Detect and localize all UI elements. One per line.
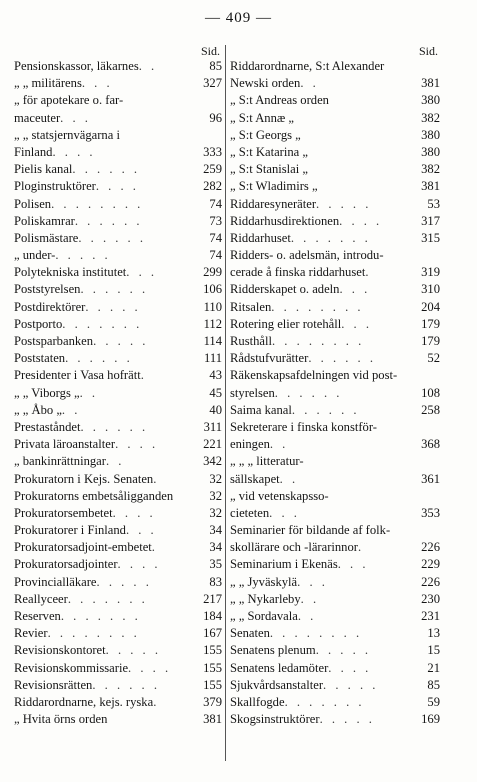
index-entry <box>14 230 222 247</box>
dot-leader: . . . . . . . <box>290 230 371 245</box>
entry-page-number: 53 <box>427 196 440 211</box>
entry-text: „ „ Viborgs „ <box>14 385 80 400</box>
entry-text: Prokuratorn i Kejs. Senaten <box>14 471 154 486</box>
dot-leader: . . . . <box>117 557 161 572</box>
entry-text: Poststyrelsen <box>14 282 81 297</box>
dot-leader: . <box>153 471 160 486</box>
dot-leader: . . . <box>269 505 300 520</box>
entry-page-number: 381 <box>203 712 222 727</box>
dot-leader: . . . <box>126 265 158 280</box>
entry-text: „ S:t Wladimirs „ <box>230 179 318 194</box>
entry-text: Postdirektörer <box>14 299 86 314</box>
entry-page-number: 221 <box>203 437 222 452</box>
entry-text: „ S:t Annæ „ <box>230 110 295 125</box>
dot-leader: . . . . . . <box>274 385 343 400</box>
entry-page-number: 226 <box>421 540 440 555</box>
entry-page-number: 74 <box>209 196 222 211</box>
entry-page-number: 311 <box>203 419 222 434</box>
index-entry <box>230 556 440 573</box>
dot-leader: . . . . . <box>323 677 379 692</box>
entry-page-number: 110 <box>203 299 222 314</box>
entry-text: Rusthåll <box>230 334 272 348</box>
entry-page-number: 155 <box>203 643 222 658</box>
dot-leader: . . <box>300 591 320 606</box>
index-entry <box>14 385 222 402</box>
index-entry <box>230 660 440 677</box>
entry-text: Newski orden <box>230 76 301 91</box>
entry-page-number: 258 <box>421 402 440 417</box>
entry-text: Prestaståndet <box>14 419 81 434</box>
index-entry <box>230 539 440 556</box>
dot-leader: . . . <box>297 574 328 589</box>
entry-text: „ „ Åbo „ <box>14 402 62 417</box>
index-entry <box>14 213 222 230</box>
entry-page-number: 217 <box>203 591 222 606</box>
index-entry <box>230 385 440 402</box>
entry-text: Reserven <box>14 609 61 623</box>
entry-text: cerade å finska riddarhuset <box>230 265 366 280</box>
page-column-header: Sid. <box>200 44 220 58</box>
dot-leader: . . . <box>339 282 371 297</box>
entry-text: „ „ Nykarleby <box>230 591 301 606</box>
entry-page-number: 179 <box>421 334 440 348</box>
index-entry <box>230 127 440 144</box>
entry-text: eningen <box>230 437 270 452</box>
entry-text: Skogsinstruktörer <box>230 712 320 727</box>
dot-leader: . . . . <box>128 660 172 675</box>
entry-page-number: 229 <box>421 557 440 572</box>
right-index-column <box>230 44 440 728</box>
index-entry <box>14 316 222 333</box>
entry-text: Skallfogde <box>230 694 285 709</box>
dot-leader: . <box>140 368 147 383</box>
index-entry <box>230 436 440 453</box>
index-entry <box>230 213 440 230</box>
index-entry <box>14 350 222 367</box>
entry-page-number: 34 <box>209 523 222 538</box>
index-entry <box>14 608 222 625</box>
entry-text: Revisionskontoret <box>14 643 106 658</box>
entry-page-number: 379 <box>203 694 222 709</box>
entry-text: Rådstufvurätter <box>230 351 309 366</box>
index-entry <box>14 178 222 195</box>
dot-leader: . . . . <box>95 179 139 194</box>
entry-page-number: 226 <box>421 574 440 589</box>
index-entry <box>14 419 222 436</box>
dot-leader: . . <box>79 385 99 400</box>
entry-text: Ritsalen <box>230 299 272 314</box>
entry-page-number: 85 <box>209 59 222 73</box>
dot-leader: . . . <box>341 316 372 331</box>
index-entry <box>14 436 222 453</box>
index-entry <box>230 402 440 419</box>
entry-page-number: 381 <box>421 76 440 91</box>
entry-page-number: 282 <box>203 179 222 194</box>
entry-text: „ S:t Andreas orden <box>230 93 329 108</box>
entry-text: Räkenskapsafdelningen vid post- <box>230 368 398 383</box>
dot-leader: . . . <box>125 523 157 538</box>
entry-text: Seminarier för bildande af folk- <box>230 523 391 538</box>
dot-leader: . <box>357 540 365 555</box>
entry-page-number: 111 <box>204 351 222 366</box>
dot-leader: . . <box>269 437 289 452</box>
index-entry <box>14 299 222 316</box>
dot-leader: . . . . . . <box>78 230 146 245</box>
dot-leader: . . . . . . <box>65 351 133 366</box>
dot-leader: . . . . . <box>85 299 141 314</box>
index-entry <box>14 625 222 642</box>
index-entry <box>230 453 440 470</box>
index-entry <box>14 333 222 350</box>
index-entry <box>230 92 440 109</box>
index-entry <box>230 488 440 505</box>
entry-page-number: 381 <box>421 179 440 194</box>
index-entry <box>14 694 222 711</box>
entry-text: Sjukvårdsanstalter <box>230 677 324 692</box>
entry-text: Revisionskommissarie <box>14 660 129 675</box>
dot-leader: . . . <box>81 76 113 91</box>
entry-text: Pielis kanal <box>14 162 73 177</box>
dot-leader: . . . . . . . <box>67 591 148 606</box>
entry-page-number: 32 <box>209 505 222 520</box>
dot-leader: . . . . . <box>96 574 152 589</box>
index-entry <box>230 281 440 298</box>
entry-text: Polismästare <box>14 230 79 245</box>
dot-leader: . <box>365 265 372 280</box>
entry-text: „ för apotekare o. far- <box>14 93 124 108</box>
entry-text: „ „ Sordavala <box>230 609 298 623</box>
index-entry <box>14 161 222 178</box>
index-entry <box>230 608 440 625</box>
entry-text: „ vid vetenskapsso- <box>230 488 329 503</box>
entry-page-number: 179 <box>421 316 440 331</box>
index-entry <box>14 144 222 161</box>
index-entry <box>14 92 222 109</box>
dot-leader: . . . . <box>112 505 156 520</box>
dot-leader: . . . . . . . <box>62 316 143 331</box>
entry-page-number: 40 <box>209 402 222 417</box>
entry-page-number: 204 <box>421 299 440 314</box>
dot-leader: . . <box>105 454 125 469</box>
entry-page-number: 380 <box>421 144 440 159</box>
entry-text: „ S:t Stanislai „ <box>230 162 309 177</box>
index-entry <box>14 402 222 419</box>
entry-text: Poststaten <box>14 351 66 366</box>
dot-leader: . . . . . . <box>80 282 149 297</box>
dot-leader: . . . . . . . <box>60 609 141 623</box>
dot-leader: . . . . . <box>55 248 111 263</box>
entry-text: skollärare och -lärarinnor <box>230 540 358 555</box>
entry-text: Riddarhusdirektionen <box>230 213 340 228</box>
entry-text: „ „ Jyväskylä <box>230 574 298 589</box>
entry-text: Prokuratorns embetsåligganden <box>14 488 174 503</box>
index-entry <box>230 178 440 195</box>
entry-page-number: 184 <box>203 609 222 623</box>
dot-leader: . . . . . . <box>291 402 360 417</box>
column-divider <box>225 45 226 761</box>
entry-page-number: 155 <box>203 660 222 675</box>
index-entry <box>14 488 222 505</box>
entry-text: Polisen <box>14 196 52 211</box>
entry-page-number: 15 <box>427 643 440 658</box>
entry-page-number: 34 <box>209 540 222 555</box>
entry-page-number: 32 <box>209 488 222 503</box>
dot-leader: . . . . . . <box>74 213 143 228</box>
left-index-list <box>14 58 222 728</box>
entry-text: „ S:t Georgs „ <box>230 127 301 142</box>
entry-page-number: 230 <box>421 591 440 606</box>
page-column-header: Sid. <box>418 44 438 58</box>
entry-text: Riddaresyneräter <box>230 196 317 211</box>
entry-page-number: 108 <box>421 385 440 400</box>
dot-leader: . . . . . <box>316 196 372 211</box>
entry-page-number: 382 <box>421 110 440 125</box>
index-entry <box>230 333 440 350</box>
entry-text: Presidenter i Vasa hofrätt <box>14 368 141 383</box>
index-entry <box>14 660 222 677</box>
index-entry <box>230 58 440 75</box>
index-entry <box>230 350 440 367</box>
dot-leader: . . . . . . . . <box>47 626 140 641</box>
entry-page-number: 96 <box>209 110 222 125</box>
index-entry <box>230 299 440 316</box>
entry-text: Senatens plenum <box>230 643 316 658</box>
entry-page-number: 106 <box>203 282 222 297</box>
index-entry <box>230 196 440 213</box>
dot-leader: . . . . <box>115 437 159 452</box>
dot-leader: . . . . . . <box>92 677 160 692</box>
index-entry <box>14 264 222 281</box>
dot-leader: . . . . . . <box>72 162 141 177</box>
index-entry <box>14 281 222 298</box>
index-entry <box>14 471 222 488</box>
index-entry <box>14 711 222 728</box>
entry-page-number: 317 <box>421 213 440 228</box>
dot-leader: . . . . . . <box>308 351 376 366</box>
index-entry <box>14 556 222 573</box>
entry-text: cieteten <box>230 505 270 520</box>
entry-page-number: 361 <box>421 471 440 486</box>
entry-text: „ Hvita örns orden <box>14 712 108 727</box>
index-entry <box>230 574 440 591</box>
entry-text: Postsparbanken <box>14 334 94 348</box>
entry-page-number: 231 <box>421 609 440 623</box>
index-entry <box>230 677 440 694</box>
entry-page-number: 112 <box>203 316 222 331</box>
dot-leader: . <box>153 694 160 709</box>
index-entry <box>14 247 222 264</box>
entry-text: Ridderskapet o. adeln <box>230 282 340 297</box>
entry-page-number: 35 <box>209 557 222 572</box>
entry-text: Polytekniska institutet <box>14 265 127 280</box>
dot-leader: . . . . <box>328 660 372 675</box>
entry-text: Riddarordnarne, S:t Alexander <box>230 59 385 73</box>
entry-text: styrelsen <box>230 385 275 400</box>
entry-page-number: 43 <box>209 368 222 383</box>
entry-page-number: 380 <box>421 127 440 142</box>
index-entry <box>230 642 440 659</box>
dot-leader: . . . . . . . . <box>271 334 365 348</box>
index-entry <box>14 196 222 213</box>
entry-text: Prokuratorer i Finland <box>14 523 126 538</box>
entry-page-number: 333 <box>203 144 222 159</box>
entry-text: Seminarium i Ekenäs <box>230 557 338 572</box>
index-entry <box>230 591 440 608</box>
entry-page-number: 353 <box>421 505 440 520</box>
entry-text: Postporto <box>14 316 63 331</box>
entry-text: Finland <box>14 144 53 159</box>
index-entry <box>230 144 440 161</box>
entry-page-number: 319 <box>421 265 440 280</box>
entry-page-number: 342 <box>203 454 222 469</box>
entry-page-number: 21 <box>427 660 440 675</box>
dot-leader: . . <box>61 402 81 417</box>
index-entry <box>14 110 222 127</box>
index-entry <box>14 58 222 75</box>
entry-text: „ „ statsjernvägarna i <box>14 127 120 142</box>
entry-text: „ S:t Katarina „ <box>230 144 308 159</box>
entry-page-number: 327 <box>203 76 222 91</box>
entry-page-number: 74 <box>209 230 222 245</box>
entry-text: Privata läroanstalter <box>14 437 116 452</box>
entry-text: „ „ militärens <box>14 76 82 91</box>
index-entry <box>14 453 222 470</box>
entry-page-number: 380 <box>421 93 440 108</box>
index-entry <box>230 625 440 642</box>
index-entry <box>230 419 440 436</box>
entry-page-number: 114 <box>203 334 222 348</box>
dot-leader: . . . . . <box>315 643 372 658</box>
entry-page-number: 315 <box>421 230 440 245</box>
index-entry <box>230 316 440 333</box>
page-number: — 409 — <box>205 10 272 26</box>
index-entry <box>230 711 440 728</box>
entry-text: Prokuratorsembetet <box>14 505 113 520</box>
index-entry <box>230 230 440 247</box>
index-entry <box>14 127 222 144</box>
entry-text: maceuter <box>14 110 61 125</box>
left-index-column <box>14 44 222 728</box>
dot-leader: . . . <box>337 557 369 572</box>
entry-text: Saima kanal <box>230 402 292 417</box>
entry-text: „ bankinrättningar <box>14 454 106 469</box>
entry-text: Riddarordnarne, kejs. ryska <box>14 694 154 709</box>
entry-page-number: 52 <box>427 351 440 366</box>
entry-page-number: 83 <box>209 574 222 589</box>
entry-text: „ „ „ litteratur- <box>230 454 304 469</box>
index-entry <box>14 522 222 539</box>
dot-leader: . . . . . <box>93 334 149 348</box>
dot-leader: . . . . . . . <box>284 694 365 709</box>
dot-leader: . . . . . <box>105 643 161 658</box>
index-entry <box>14 677 222 694</box>
entry-text: Pensionskassor, läkarnes <box>14 59 139 73</box>
index-entry <box>14 75 222 92</box>
index-entry <box>230 75 440 92</box>
entry-text: Senatens ledamöter <box>230 660 329 675</box>
entry-page-number: 368 <box>421 437 440 452</box>
dot-leader: . . <box>300 76 319 91</box>
entry-page-number: 169 <box>421 712 440 727</box>
dot-leader: . . <box>138 59 158 73</box>
index-entry <box>230 505 440 522</box>
entry-text: Senaten <box>230 626 270 641</box>
entry-text: Revisionsrätten <box>14 677 93 692</box>
dot-leader: . . <box>279 471 299 486</box>
entry-page-number: 259 <box>203 162 222 177</box>
index-entry <box>230 110 440 127</box>
index-entry <box>230 161 440 178</box>
entry-page-number: 45 <box>209 385 222 400</box>
entry-page-number: 382 <box>421 162 440 177</box>
entry-text: Rotering elier rotehåll <box>230 316 342 331</box>
dot-leader: . . . . . . . . <box>269 626 363 641</box>
entry-text: Revier <box>14 626 48 641</box>
index-entry <box>230 264 440 281</box>
entry-page-number: 299 <box>203 265 222 280</box>
right-index-list <box>230 58 440 728</box>
index-entry <box>230 247 440 264</box>
entry-page-number: 167 <box>203 626 222 641</box>
entry-text: Riddarhuset <box>230 230 291 245</box>
entry-text: Prokuratorsadjoint-embetet <box>14 540 152 555</box>
dot-leader: . . . . <box>339 213 383 228</box>
entry-text: Poliskamrar <box>14 213 75 228</box>
index-entry <box>14 539 222 556</box>
index-entry <box>14 591 222 608</box>
index-entry <box>230 694 440 711</box>
dot-leader: . . . . . . . . <box>271 299 364 314</box>
index-entry <box>230 471 440 488</box>
entry-page-number: 32 <box>209 471 222 486</box>
entry-page-number: 59 <box>427 694 440 709</box>
dot-leader: . . . <box>60 110 91 125</box>
entry-text: sällskapet <box>230 471 280 486</box>
dot-leader: . <box>151 540 158 555</box>
entry-page-number: 310 <box>421 282 440 297</box>
entry-page-number: 73 <box>209 213 222 228</box>
entry-text: Ploginstruktörer <box>14 179 96 194</box>
dot-leader: . . . . . . . . <box>51 196 144 211</box>
entry-page-number: 155 <box>203 677 222 692</box>
entry-text: Ridders- o. adelsmän, introdu- <box>230 248 384 263</box>
entry-text: Provincialläkare <box>14 574 97 589</box>
index-entry <box>14 367 222 384</box>
index-entry <box>14 574 222 591</box>
index-entry <box>230 367 440 384</box>
dot-leader: . . . . <box>52 144 96 159</box>
entry-text: Prokuratorsadjointer <box>14 557 118 572</box>
index-entry <box>14 642 222 659</box>
entry-page-number: 85 <box>427 677 440 692</box>
entry-page-number: 13 <box>427 626 440 641</box>
dot-leader: . . . . . <box>319 712 375 727</box>
dot-leader: . . <box>297 609 317 623</box>
index-entry <box>14 505 222 522</box>
entry-page-number: 74 <box>209 248 222 263</box>
entry-text: Reallyceer <box>14 591 68 606</box>
entry-text: Sekreterare i finska konstför- <box>230 419 377 434</box>
dot-leader: . . . . . . <box>80 419 149 434</box>
entry-text: „ under- <box>14 248 56 263</box>
index-entry <box>230 522 440 539</box>
